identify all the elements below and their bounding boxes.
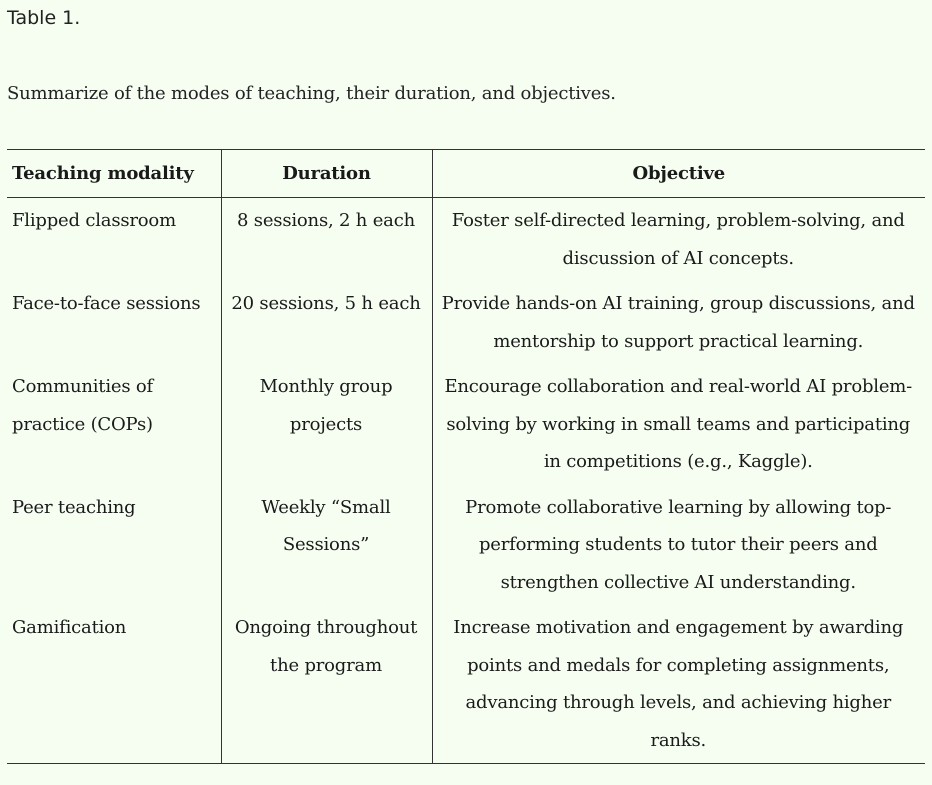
cell-duration: Ongoing throughout the program — [221, 605, 432, 764]
teaching-modes-table — [7, 149, 925, 764]
header-objective: Objective — [632, 162, 725, 184]
table-row — [7, 198, 925, 282]
cell-duration: Monthly group projects — [221, 364, 432, 485]
table-row — [7, 281, 925, 364]
cell-modality: Gamification — [7, 605, 221, 764]
cell-objective: Encourage collaboration and real-world AI problem-solving by working in small teams and participating in competitions (e.g., Kaggle). — [444, 376, 913, 472]
cell-objective: Increase motivation and engagement by awarding points and medals for completing assignments, advancing through levels, and achieving higher ranks. — [453, 617, 904, 751]
cell-duration: Weekly “Small Sessions” — [221, 485, 432, 606]
table-row — [7, 605, 925, 764]
cell-duration: 8 sessions, 2 h each — [221, 198, 432, 282]
table-row — [7, 485, 925, 606]
table-row — [7, 364, 925, 485]
cell-duration: 20 sessions, 5 h each — [221, 281, 432, 364]
table-label: Table 1. — [7, 7, 81, 29]
cell-modality: Peer teaching — [7, 485, 221, 606]
header-teaching-modality: Teaching modality — [7, 150, 221, 198]
table-header — [7, 150, 925, 198]
cell-modality: Face-to-face sessions — [7, 281, 221, 364]
cell-objective: Promote collaborative learning by allowing top-performing students to tutor their peers and strengthen collective AI understanding. — [465, 496, 892, 593]
cell-modality: Flipped classroom — [7, 198, 221, 282]
cell-modality: Communities of practice (COPs) — [7, 364, 221, 485]
table-body — [7, 198, 925, 764]
header-row — [7, 150, 925, 198]
header-duration: Duration — [221, 150, 432, 198]
cell-objective: Foster self-directed learning, problem-solving, and discussion of AI concepts. — [451, 210, 905, 269]
cell-objective: Provide hands-on AI training, group discussions, and mentorship to support practical learning. — [441, 293, 915, 352]
table-caption: Summarize of the modes of teaching, their duration, and objectives. — [7, 83, 616, 104]
